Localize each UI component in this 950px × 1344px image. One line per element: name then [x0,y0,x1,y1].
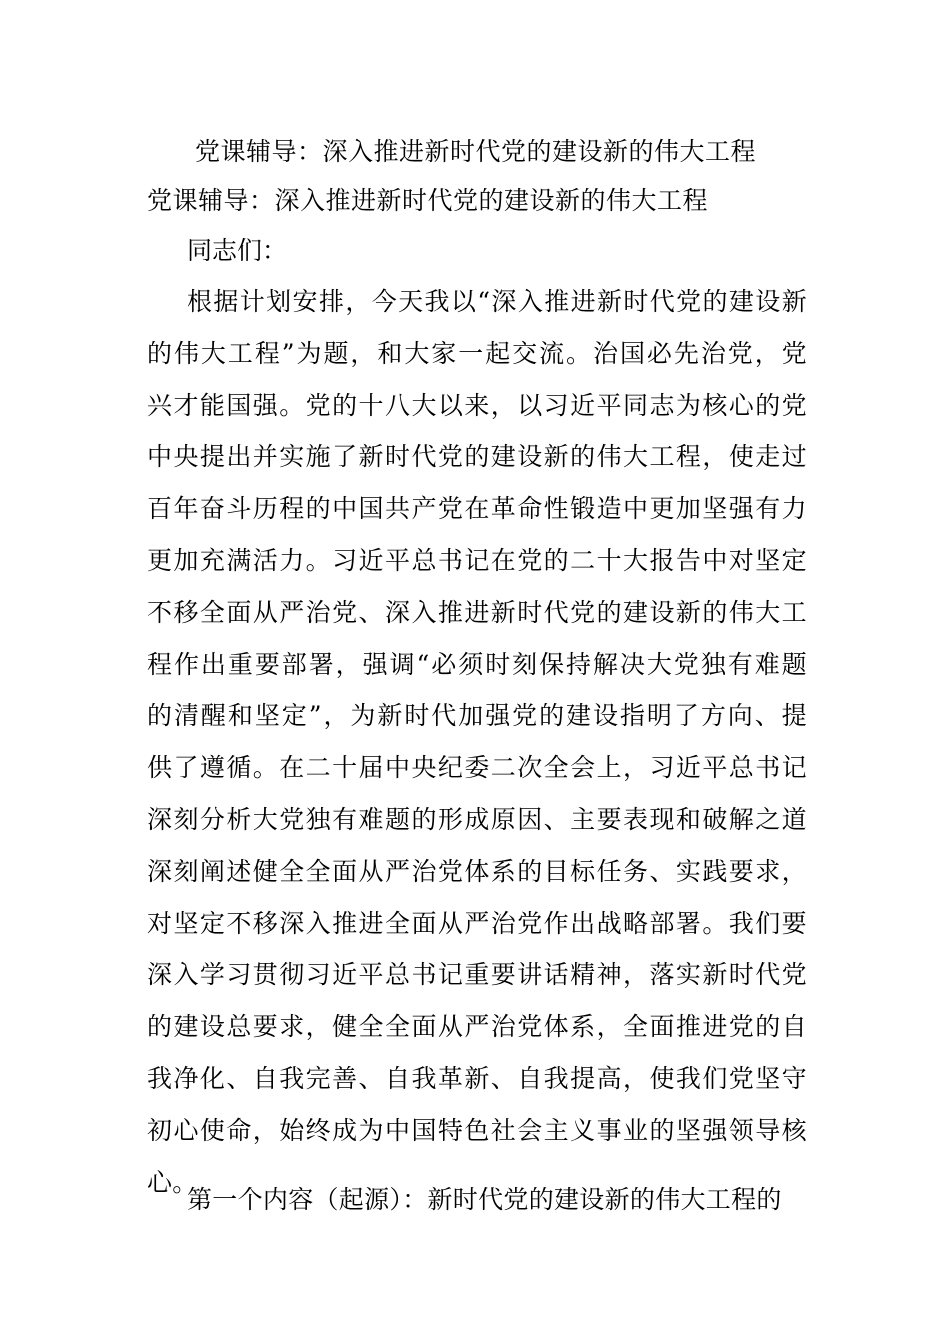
paragraph-line: 兴才能国强。党的十八大以来，以习近平同志为核心的党 [147,390,807,420]
paragraph-line: 的清醒和坚定”，为新时代加强党的建设指明了方向、提 [147,701,807,731]
paragraph-1 [147,276,807,1208]
paragraph-line: 心。 [147,1167,198,1197]
paragraph-line: 初心使命，始终成为中国特色社会主义事业的坚强领导核 [147,1115,807,1145]
paragraph-line: 的伟大工程”为题，和大家一起交流。治国必先治党，党 [147,338,807,368]
paragraph-line: 的建设总要求，健全全面从严治党体系，全面推进党的自 [147,1012,807,1042]
section-heading-line: 第一个内容（起源）：新时代党的建设新的伟大工程的 [187,1185,782,1214]
paragraph-line: 程作出重要部署，强调“必须时刻保持解决大党独有难题 [147,649,807,679]
salutation: 同志们： [187,236,288,265]
header-title: 党课辅导：深入推进新时代党的建设新的伟大工程 [195,137,757,166]
paragraph-line: 百年奋斗历程的中国共产党在革命性锻造中更加坚强有力 [147,494,807,524]
paragraph-line: 不移全面从严治党、深入推进新时代党的建设新的伟大工 [147,597,807,627]
document-title: 党课辅导：深入推进新时代党的建设新的伟大工程 [147,186,709,215]
paragraph-line: 对坚定不移深入推进全面从严治党作出战略部署。我们要 [147,908,807,938]
paragraph-line: 深入学习贯彻习近平总书记重要讲话精神，落实新时代党 [147,960,807,990]
paragraph-line: 中央提出并实施了新时代党的建设新的伟大工程，使走过 [147,442,807,472]
paragraph-line: 我净化、自我完善、自我革新、自我提高，使我们党坚守 [147,1063,807,1093]
paragraph-line: 更加充满活力。习近平总书记在党的二十大报告中对坚定 [147,545,807,575]
paragraph-line: 供了遵循。在二十届中央纪委二次全会上，习近平总书记 [147,753,807,783]
paragraph-line: 根据计划安排，今天我以“深入推进新时代党的建设新 [187,287,807,316]
paragraph-line: 深刻分析大党独有难题的形成原因、主要表现和破解之道 [147,804,807,834]
paragraph-line: 深刻阐述健全全面从严治党体系的目标任务、实践要求， [147,856,807,886]
section-heading [187,1174,807,1226]
